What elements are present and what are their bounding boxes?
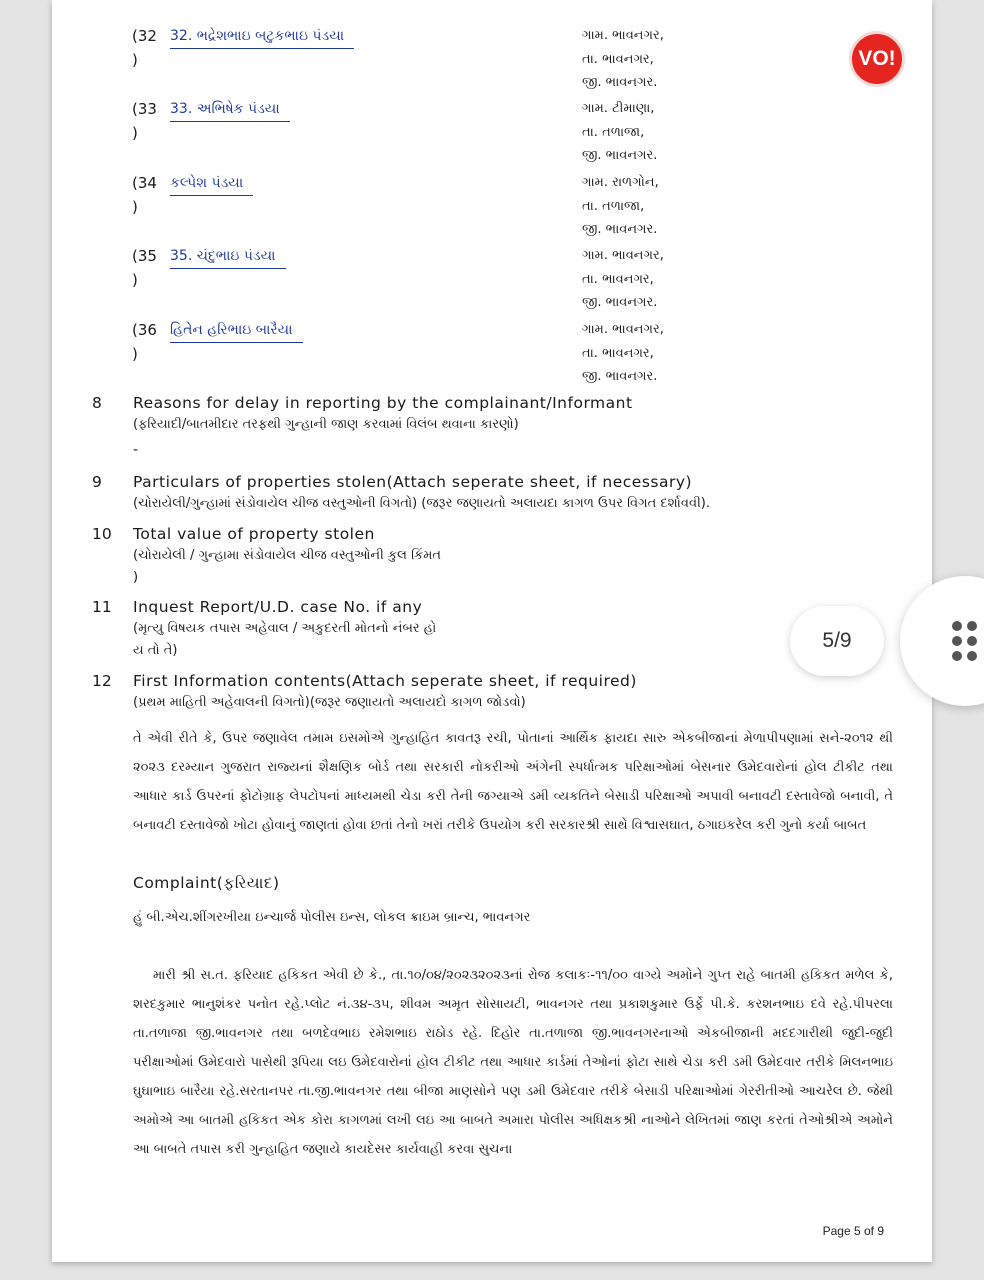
- accused-address: ગામ. ભાવનગર, તા. ભાવનગર, જી. ભાવનગર.: [582, 248, 664, 310]
- accused-name: હિતેન હરિભાઇ બારૈયા: [170, 318, 303, 343]
- item-number: 12: [92, 672, 112, 690]
- accused-address: ગામ. ભાવનગર, તા. ભાવનગર, જી. ભાવનગર.: [582, 28, 664, 90]
- item-number: 8: [92, 394, 102, 412]
- accused-name: 32. ભદ્રેશભાઇ બટુકભાઇ પંડયા: [170, 24, 354, 49]
- item-subheading: (મૃત્યુ વિષયક તપાસ અહેવાલ / અકુદરતી મોતનો નંબર હો ય તો તે): [133, 621, 437, 658]
- accused-number: (36 ): [132, 321, 157, 363]
- accused-number: (35 ): [132, 247, 157, 289]
- item-heading: Total value of property stolen: [133, 525, 375, 543]
- fir-contents-paragraph: તે એવી રીતે કે, ઉપર જણાવેલ તમામ ઇસમોએ ગુન્હાહિત કાવતરૂ રચી, પોતાનાં આર્થિક ફાયદા સારુ એકબીજાનાં મેળાપીપણામાં સને-૨૦૧૨ થી ૨૦૨૩ દરમ્યાન ગુજરાત રાજ્યનાં શૈક્ષણિક બોર્ડ તથા સરકારી નોકરીઓ અંગેની સ્પર્ધાત્મક પરિક્ષાઓમાં બેસનાર ઉમેદવારોનાં હોલ ટીકીટ તથા આધાર કાર્ડ ઉપરનાં ફોટોગ્રાફ લેપટોપનાં માધ્યમથી ચેડા કરી તેની જગ્યાએ ડમી વ્યકતિને બેસાડી પરિક્ષાઓ અપાવી બનાવટી દસ્તાવેજો બનાવી, તે બનાવટી દસ્તાવેજો ખોટા હોવાનું જાણતાં હોવા છતાં તેનો ખરાં તરીકે ઉપયોગ કરી સરકારશ્રી સાથે વિશ્વાસઘાત, ઠગાઇકરેલ કરી ગુનો કર્યા બાબત: [133, 731, 893, 833]
- officer-line: હું બી.એચ.શીંગરખીયા ઇન્ચાર્જ પોલીસ ઇન્સ, લોકલ ક્રાઇમ બ્રાન્ચ, ભાવનગર: [133, 910, 531, 925]
- accused-row: [132, 171, 772, 241]
- item-subheading: (પ્રથમ માહિતી અહેવાલની વિગતો)(જરૂર જણાયતો અલાયદો કાગળ જોડવો): [133, 695, 526, 710]
- item-heading: Inquest Report/U.D. case No. if any: [133, 598, 423, 616]
- delay-reason-value: -: [133, 442, 139, 458]
- accused-name: 35. ચંદુભાઇ પંડયા: [170, 244, 286, 269]
- page-footer: Page 5 of 9: [822, 1224, 884, 1238]
- item-heading: Particulars of properties stolen(Attach seperate sheet, if necessary): [133, 473, 693, 491]
- accused-name: 33. અભિષેક પંડયા: [170, 97, 290, 122]
- accused-address: ગામ. ભાવનગર, તા. ભાવનગર, જી. ભાવનગર.: [582, 322, 664, 384]
- complaint-paragraph: મારી શ્રી સ.ત. ફરિયાદ હકિકત એવી છે કે., તા.૧૦/૦૪/૨૦૨૩૨૦૨૩નાં રોજ કલાકઃ-૧૧/૦૦ વાગ્યે અમોને ગુપ્ત રાહે બાતમી હકિકત મળેલ કે, શરદકુમાર ભાનુશંકર પનોત રહે.પ્લોટ નં.૩૪-૩૫, શીવમ અમૃત સોસાયટી, ભાવનગર તથા પ્રકાશકુમાર ઉર્ફે પી.કે. કરશનભાઇ દવે રહે.પીપરલા તા.તળાજા જી.ભાવનગર તથા બળદેવભાઇ રમેશભાઇ રાઠોડ રહે. દિહોર તા.તળાજા જી.ભાવનગરનાઓ એકબીજાની મદદગારીથી જુદી-જુદી પરીક્ષાઓમાં ઉમેદવારો પાસેથી રૂપિયા લઇ ઉમેદવારોનાં હોલ ટીકીટ તથા આધાર કાર્ડમાં તેઓનાં ફોટા સાથે ચેડા કરી ડમી ઉમેદવાર તરીકે મિલનભાઇ ઘુઘાભાઇ બારૈયા રહે.સરતાનપર તા.જી.ભાવનગર તથા બીજા માણસોને પણ ડમી ઉમેદવાર તરીકે બેસાડી પરિક્ષાઓમાં ગેરરીતીઓ આચરેલ છે. જેથી અમોએ આ બાતમી હકિકત એક કોરા કાગળમાં લખી લઇ આ બાબતે અમારા પોલીસ અધિક્ષકશ્રી નાઓને લેખિતમાં જાણ કરતાં તેઓશ્રીએ અમોને આ બાબતે તપાસ કરી ગુન્હાહિત જણાયે કાયદેસર કાર્યવાહી કરવા સુચના: [133, 968, 893, 1157]
- accused-address: ગામ. ટીમાણા, તા. તળાજા, જી. ભાવનગર.: [582, 101, 658, 163]
- accused-row: [132, 318, 772, 388]
- item-heading: Reasons for delay in reporting by the complainant/Informant: [133, 394, 633, 412]
- accused-number: (33 ): [132, 100, 157, 142]
- item-number: 11: [92, 598, 112, 616]
- accused-number: (32 ): [132, 27, 157, 69]
- item-heading: First Information contents(Attach seperate sheet, if required): [133, 672, 637, 690]
- item-subheading: (ફરિયાદી/બાતમીદાર તરફથી ગુન્હાની જાણ કરવામાં વિલંબ થવાના કારણો): [133, 417, 519, 432]
- vo-logo: VO!: [852, 34, 902, 84]
- accused-address: ગામ. રાળગોન, તા. તળાજા, જી. ભાવનગર.: [582, 175, 659, 237]
- accused-name: કલ્પેશ પંડયા: [170, 171, 253, 196]
- page-indicator[interactable]: 5/9: [790, 606, 884, 676]
- accused-row: [132, 97, 772, 167]
- item-subheading: (ચોરાયેલી / ગુન્હામા સંડોવાયેલ ચીજ વસ્તુઓની કુલ કિંમત ): [133, 548, 442, 585]
- complaint-label: Complaint(ફરિયાદ): [133, 874, 280, 892]
- accused-number: (34 ): [132, 174, 157, 216]
- item-subheading: (ચોરાયેલી/ગુન્હામાં સંડોવાયેલ ચીજ વસ્તુઓની વિગતો) (જરૂર જણાયતો અલાયદા કાગળ ઉપર વિગત દર્શાવવી).: [133, 496, 710, 511]
- accused-row: [132, 24, 772, 94]
- accused-row: [132, 244, 772, 314]
- grip-dots-icon: [952, 621, 982, 663]
- item-number: 10: [92, 525, 112, 543]
- item-number: 9: [92, 473, 102, 491]
